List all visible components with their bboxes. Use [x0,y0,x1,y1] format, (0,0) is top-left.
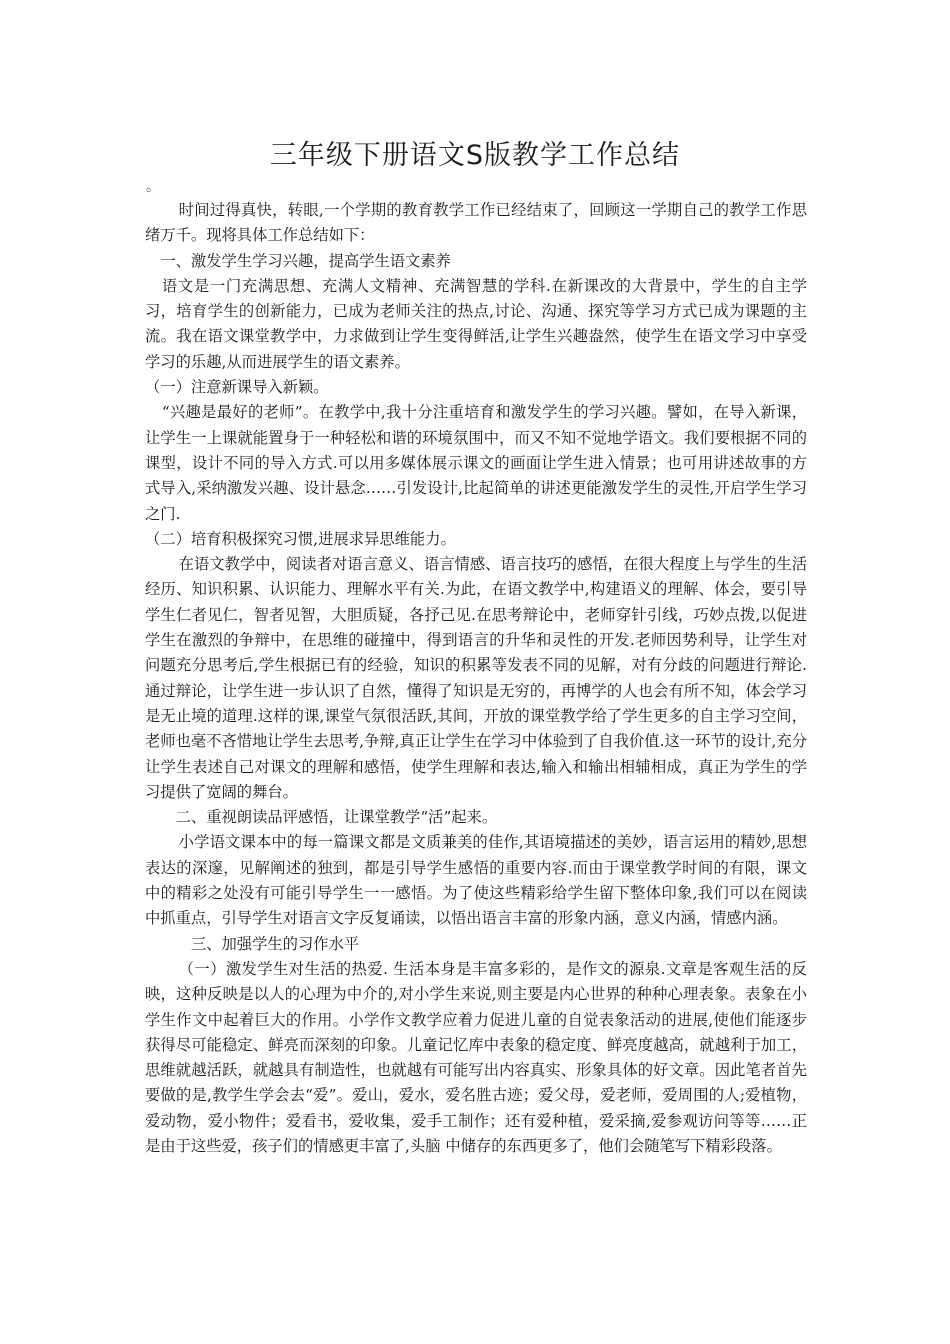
document-title: 三年级下册语文S版教学工作总结 [269,140,681,171]
section-heading-3: 三、加强学生的习作水平 [190,934,360,953]
body-paragraph: 在语文教学中，阅读者对语言意义、语言情感、语言技巧的感悟，在很大程度上与学生的生活经历、知识积累、认识能力、理解水平有关.为此，在语文教学中,构建语义的理解、体会，要引导学生仁者见仁，智者见智，大胆质疑，各抒己见.在思考辩论中，老师穿针引线，巧妙点拨,以促进学生在激烈的争辩中，在思维的碰撞中，得到语言的升华和灵性的开发.老师因势利导，让学生对问题充分思考后,学生根据已有的经验，知识的积累等发表不同的见解，对有分歧的问题进行辩论.通过辩论，让学生进一步认识了自然，懂得了知识是无穷的，再博学的人也会有所不知，体会学习是无止境的道理.这样的课,课堂气氛很活跃,其间，开放的课堂教学给了学生更多的自主学习空间，老师也毫不吝惜地让学生去思考,争辩,真正让学生在学习中体验到了自我价值.这一环节的设计,充分让学生表述自己对课文的理解和感悟，使学生理解和表达,输入和输出相辅相成，真正为学生的学习提供了宽阔的舞台。 [145,555,807,801]
body-paragraph: 小学语文课本中的每一篇课文都是文质兼美的佳作,其语境描述的美妙，语言运用的精妙,思想表达的深邃，见解阐述的独到，都是引导学生感悟的重要内容.而由于课堂教学时间的有限，课文中的精彩之处没有可能引导学生一一感悟。为了使这些精彩给学生留下整体印象,我们可以在阅读中抓重点，引导学生对语言文字反复诵读，以悟出语言丰富的形象内涵，意义内涵，情感内涵。 [145,833,807,928]
intro-paragraph: 时间过得真快，转眼,一个学期的教育教学工作已经结束了，回顾这一学期自己的教学工作思绪万千。现将具体工作总结如下： [145,201,807,245]
body-paragraph: 语文是一门充满思想、充满人文精神、充满智慧的学科.在新课改的大背景中，学生的自主学习，培育学生的创新能力，已成为老师关注的热点,讨论、沟通、探究等学习方式已成为课题的主流。我在语文课堂教学中，力求做到让学生变得鲜活,让学生兴趣盎然，使学生在语文学习中享受学习的乐趣,从而进展学生的语文素养。 [145,276,807,371]
section-heading-1: 一、激发学生学习兴趣，提高学生语文素养 [160,251,451,270]
body-paragraph: （一）激发学生对生活的热爱. 生活本身是丰富多彩的，是作文的源泉.文章是客观生活的反映，这种反映是以人的心理为中介的,对小学生来说,则主要是内心世界的种种心理表象。表象在小学生作文中起着巨大的作用。小学作文教学应着力促进儿童的自觉表象活动的进展,使他们能逐步获得尽可能稳定、鲜亮而深刻的印象。儿童记忆库中表象的稳定度、鲜亮度越高，就越利于加工，思维就越活跃，就越具有制造性，也就越有可能写出内容真实、形象具体的好文章。因此笔者首先要做的是,教学生学会去“爱”。爱山，爱水，爱名胜古迹；爱父母，爱老师，爱周围的人;爱植物，爱动物，爱小物件；爱看书，爱收集，爱手工制作；还有爱种植，爱采摘,爱参观访问等等……正是由于这些爱，孩子们的情感更丰富了,头脑 中储存的东西更多了，他们会随笔写下精彩段落。 [145,959,807,1155]
section-heading-2: 二、重视朗读品评感悟，让课堂教学“活”起来。 [175,808,498,827]
subheading-1-1: （一）注意新课导入新颖。 [145,378,329,397]
body-paragraph: “兴趣是最好的老师”。在教学中,我十分注重培育和激发学生的学习兴趣。譬如，在导入新课，让学生一上课就能置身于一种轻松和谐的环境氛围中，而又不知不觉地学语文。我们要根据不同的课型，设计不同的导入方式.可以用多媒体展示课文的画面让学生进入情景；也可用讲述故事的方式导入,采纳激发兴趣、设计悬念……引发设计,比起简单的讲述更能激发学生的灵性,开启学生学习之门. [145,403,807,523]
subheading-1-2: （二）培育积极探究习惯,进展求异思维能力。 [145,529,456,548]
document-body [145,198,807,1159]
stray-mark: 。 [146,179,160,195]
